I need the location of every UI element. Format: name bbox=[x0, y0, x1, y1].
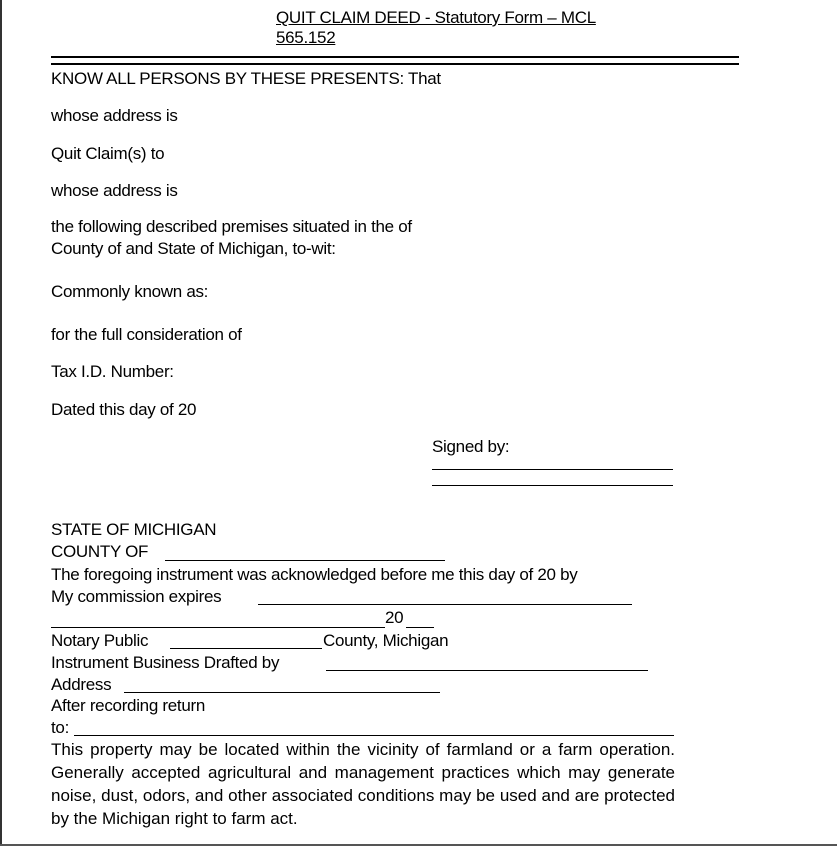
notary-public-label: Notary Public bbox=[51, 631, 149, 650]
drafted-by-line bbox=[326, 670, 648, 671]
quit-claims-to: Quit Claim(s) to bbox=[51, 144, 165, 163]
title-line-2: 565.152 bbox=[276, 28, 336, 47]
drafted-by-label: Instrument Business Drafted by bbox=[51, 653, 280, 672]
signature-line-2 bbox=[432, 485, 673, 486]
county-of-label: COUNTY OF bbox=[51, 542, 149, 561]
grantor-address-label: whose address is bbox=[51, 106, 178, 125]
title-line-1: QUIT CLAIM DEED - Statutory Form – MCL bbox=[276, 8, 596, 27]
notary-date-line-left bbox=[51, 627, 385, 628]
premises-line-1: the following described premises situated in the of bbox=[51, 217, 412, 236]
signed-by-label: Signed by: bbox=[432, 437, 510, 456]
document-title bbox=[276, 8, 596, 48]
grantee-address-label: whose address is bbox=[51, 181, 178, 200]
commission-expires-line bbox=[258, 604, 632, 605]
after-recording-label: After recording return bbox=[51, 696, 206, 715]
page-left-border bbox=[0, 0, 2, 846]
state-of-michigan: STATE OF MICHIGAN bbox=[51, 520, 217, 539]
foregoing-instrument: The foregoing instrument was acknowledged before me this day of 20 by bbox=[51, 565, 578, 584]
header-rule-top bbox=[51, 56, 739, 58]
commonly-known-as: Commonly known as: bbox=[51, 282, 209, 301]
commission-expires-label: My commission expires bbox=[51, 587, 222, 606]
header-rule-bottom bbox=[51, 63, 739, 65]
farmland-notice: This property may be located within the vicinity of farmland or a farm operation. Generally accepted agricultural and management practices which may generate noise, dust, odors, and other associated conditions may be used and are protected by the Michigan right to farm act. bbox=[51, 740, 675, 828]
dated-line: Dated this day of 20 bbox=[51, 400, 197, 419]
know-all-persons: KNOW ALL PERSONS BY THESE PRESENTS: That bbox=[51, 69, 441, 88]
county-of-line bbox=[165, 560, 445, 561]
tax-id-number: Tax I.D. Number: bbox=[51, 362, 174, 381]
address-line bbox=[124, 692, 440, 693]
return-to-label: to: bbox=[51, 718, 70, 737]
premises-line-2: County of and State of Michigan, to-wit: bbox=[51, 239, 336, 258]
full-consideration: for the full consideration of bbox=[51, 325, 242, 344]
notary-public-line bbox=[170, 648, 322, 649]
county-michigan-label: County, Michigan bbox=[323, 631, 449, 650]
return-to-line bbox=[74, 735, 674, 736]
notary-date-line-right bbox=[406, 627, 434, 628]
signature-line-1 bbox=[432, 469, 673, 470]
address-label: Address bbox=[51, 675, 112, 694]
year-20: 20 bbox=[385, 608, 404, 627]
